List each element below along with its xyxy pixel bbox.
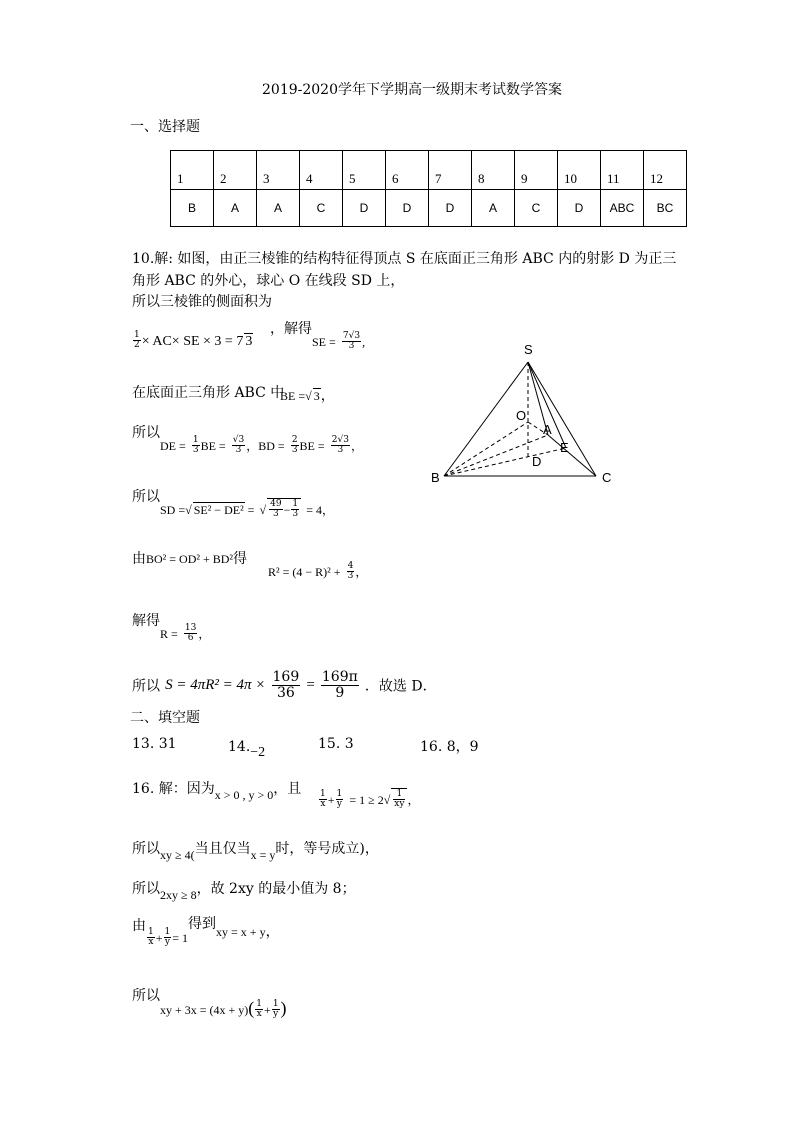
table-cell: B	[171, 190, 214, 227]
table-cell: BC	[644, 190, 687, 227]
table-cell: D	[386, 190, 429, 227]
fill-answer-13: 13. 31	[132, 736, 177, 752]
fill-answer-15: 15. 3	[318, 736, 354, 752]
r-value: R = $\frac{13}{6}$ ，	[160, 623, 211, 643]
se-value: SE = $\frac{7√3}{3}$ ,	[312, 331, 366, 351]
table-cell: 6	[386, 151, 429, 190]
equation-text: × AC× SE × 3 = 7	[141, 334, 244, 349]
label-D: D	[532, 454, 542, 469]
q16-inequality: $\frac{1}{x}$ + $\frac{1}{y}$ = 1 ≥ 2√ $\frac{1}{xy}$ ，	[320, 789, 420, 809]
answer-table	[170, 150, 687, 227]
section-heading-fill: 二、填空题	[130, 710, 200, 726]
table-cell: 9	[515, 151, 558, 190]
table-cell: A	[257, 190, 300, 227]
q10-equation-area	[132, 330, 253, 350]
table-cell: ABC	[601, 190, 644, 227]
table-cell: 7	[429, 151, 472, 190]
q16-line4: 由 $\frac{1}{x}$ $_+$ $\frac{1}{y}$ $_{= 1}$得到xy = x + y，	[132, 916, 280, 947]
q10-text-line3: 所以三棱锥的侧面积为	[132, 294, 272, 310]
pyramid-diagram	[420, 338, 620, 498]
table-cell: 3	[257, 151, 300, 190]
q16-last-equation: xy + 3x = (4x + y)( $\frac{1}{x}$ + $\frac{1}{y}$ )	[160, 998, 287, 1019]
table-cell: 12	[644, 151, 687, 190]
q16-line2: 所以$_{xy \ge 4(}$当且仅当$_{x = y}$时，等号成立)，	[132, 841, 379, 862]
fill-answer-14: 14.−2	[228, 739, 266, 760]
table-cell: 5	[343, 151, 386, 190]
table-cell: 11	[601, 151, 644, 190]
table-cell: D	[558, 190, 601, 227]
sd-value: SD =√ SE² − DE² = √ $\frac{49}{3}$ − $\frac{1}{3}$ = 4，	[160, 499, 334, 519]
label-B: B	[431, 470, 440, 485]
table-cell: D	[429, 190, 472, 227]
q16-line3: 所以$_{2xy \ge 8}$，故 2xy 的最小值为 8；	[132, 881, 356, 902]
fill-answer-16: 16. 8，9	[420, 739, 479, 755]
table-cell: 8	[472, 151, 515, 190]
label-E: E	[560, 440, 569, 455]
q10-be-intro: 在底面正三角形 ABC 中	[132, 385, 285, 401]
table-cell: C	[515, 190, 558, 227]
table-cell: C	[300, 190, 343, 227]
sqrt-value: 3	[245, 334, 253, 349]
s-area-line: 所以 S = 4πR² = 4π × $\frac{169}{36}$ = $\frac{169\pi}{9}$ ．故选 D．	[132, 669, 437, 701]
q16-line1: 16. 解：因为$_{x > 0 , y > 0}$，且	[132, 781, 302, 802]
q10-text-line1: 10.解: 如图，由正三棱锥的结构特征得顶点 S 在底面正三角形 ABC 内的射影 D 为正三	[132, 251, 677, 267]
table-row-answers	[171, 190, 687, 227]
table-cell: 10	[558, 151, 601, 190]
segment-BO	[444, 422, 528, 476]
table-cell: 4	[300, 151, 343, 190]
label-A: A	[543, 422, 552, 437]
table-cell: D	[343, 190, 386, 227]
bo-line: 由BO² = OD² + BD²得	[132, 551, 247, 567]
jiede: 解得	[132, 613, 160, 629]
label-C: C	[602, 470, 612, 485]
edge-AC	[548, 435, 596, 476]
table-row-numbers	[171, 151, 687, 190]
section-heading-choice: 一、选择题	[130, 119, 200, 135]
table-cell: A	[472, 190, 515, 227]
suoyi-last: 所以	[132, 988, 160, 1004]
solve-text: ，解得	[270, 321, 312, 337]
table-cell: 2	[214, 151, 257, 190]
table-cell: 1	[171, 151, 214, 190]
label-O: O	[516, 408, 527, 423]
de-bd-values: DE = $\frac{1}{3}$ BE = $\frac{√3}{3}$ ，BD = $\frac{2}{3}$ BE = $\frac{2√3}{3}$ ，	[160, 435, 363, 455]
fraction-half: $\frac{1}{2}$	[134, 330, 140, 350]
suoyi-2: 所以	[132, 489, 160, 505]
r-equation: R² = (4 − R)² + $\frac{4}{3}$ ，	[268, 561, 368, 581]
be-value: BE =√ 3，	[280, 388, 335, 404]
page-title: 2019-2020学年下学期高一级期末考试数学答案	[262, 82, 562, 98]
q10-text-line2: 角形 ABC 的外心，球心 O 在线段 SD 上，	[132, 273, 405, 289]
table-cell: A	[214, 190, 257, 227]
suoyi-1: 所以	[132, 425, 160, 441]
label-S: S	[524, 342, 533, 357]
